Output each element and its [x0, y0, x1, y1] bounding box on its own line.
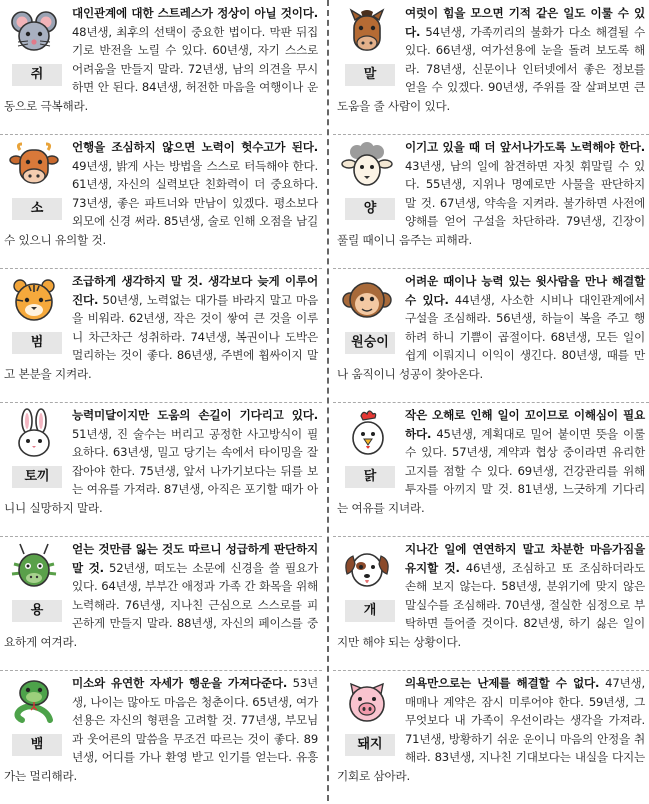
horoscope-headline: 대인관계에 대한 스트레스가 정상이 아닐 것이다.	[72, 6, 318, 20]
horoscope-headline: 어려운 때이나 능력 있는 윗사람을 만나 해결할 수 있다.	[405, 274, 645, 307]
entry-rabbit	[0, 402, 322, 537]
horoscope-text	[337, 540, 645, 652]
horoscope-text	[337, 674, 645, 786]
horoscope-body: 48년생, 최후의 선택이 중요한 법이다. 막판 뒤집기로 반전을 노릴 수 있다. 60년생, 자기 스스로 어려움을 만들지 말라. 72년생, 남의 의견을 무시하면 안 된다. 84년생, 허전한 마음을 여행이나 운동으로 극복해라.	[4, 24, 318, 113]
right-column	[333, 0, 649, 801]
horoscope-headline: 작은 오해로 인해 일이 꼬이므로 이해심이 필요하다.	[405, 408, 645, 441]
zodiac-label: 뱀	[12, 734, 62, 756]
horoscope-headline: 조급하게 생각하지 말 것. 생각보다 늦게 이루어진다.	[72, 274, 318, 307]
horoscope-body: 46년생, 조심하고 또 조심하더라도 손해 보지 않는다. 58년생, 분위기에 맞지 않은 말실수를 조심해라. 70년생, 절실한 심정으로 부탁하면 들어줄 것이다. 82년생, 하기 싫은 일이지만 해야 되는 상황이다.	[337, 560, 645, 649]
zodiac-label: 토끼	[12, 466, 62, 488]
entry-sheep	[333, 134, 649, 269]
horoscope-text	[337, 138, 645, 250]
horoscope-text	[4, 674, 318, 786]
horoscope-text	[337, 272, 645, 384]
zodiac-label: 양	[345, 198, 395, 220]
entry-rooster	[333, 402, 649, 537]
horoscope-text	[4, 540, 318, 652]
column-divider	[327, 0, 329, 801]
horoscope-body: 50년생, 노력없는 대가를 바라지 말고 마음을 비워라. 62년생, 작은 것이 쌓여 큰 것을 이루니 차근차근 성취하라. 74년생, 복권이나 도박은 멀리하는 것이 좋다. 86년생, 주변에 휩싸이지 말고 본분을 지켜라.	[4, 292, 318, 381]
horoscope-headline: 의욕만으로는 난제를 해결할 수 없다.	[405, 676, 600, 690]
entry-snake	[0, 670, 322, 804]
zodiac-label: 소	[12, 198, 62, 220]
entry-pig	[333, 670, 649, 804]
horoscope-headline: 여럿이 힘을 모으면 기적 같은 일도 이룰 수 있다.	[405, 6, 645, 39]
entry-ox	[0, 134, 322, 269]
horoscope-body: 43년생, 남의 일에 참견하면 자칫 휘말릴 수 있다. 55년생, 지위나 명예로만 사물을 판단하지 말 것. 67년생, 약속을 지켜라. 불가하면 사전에 양해를 얻어 구설을 차단하라. 79년생, 긴장이 풀릴 때이니 음주는 피해라.	[337, 158, 645, 247]
zodiac-label: 범	[12, 332, 62, 354]
horoscope-body: 49년생, 밝게 사는 방법을 스스로 터득해야 한다. 61년생, 자신의 실력보단 친화력이 더 중요하다. 73년생, 좋은 파트너와 만남이 있겠다. 평소보다 외모에 신경 써라. 85년생, 술로 인해 오점을 남길 수 있으니 유의할 것.	[4, 158, 318, 247]
zodiac-label: 말	[345, 64, 395, 86]
horoscope-body: 52년생, 떠도는 소문에 신경을 쓸 필요가 있다. 64년생, 부부간 애정과 가족 간 화목을 위해 노력해라. 76년생, 지나친 근심으로 스스로를 피곤하게 만들지 말라. 88년생, 자신의 페이스를 중요하게 여겨라.	[4, 560, 319, 649]
horoscope-text	[337, 4, 645, 116]
zodiac-label: 돼지	[345, 734, 395, 756]
horoscope-body: 44년생, 사소한 시비나 대인관계에서 구설을 조심해라. 56년생, 하늘이 복을 주고 행하려 하니 기쁨이 곱절이다. 68년생, 모든 일이 쉽게 이뤄지니 이익이 생긴다. 80년생, 때를 만나 움직이니 성공이 찾아온다.	[337, 292, 645, 381]
left-column	[0, 0, 322, 801]
horoscope-headline: 능력미달이지만 도움의 손길이 기다리고 있다.	[72, 408, 318, 422]
horoscope-headline: 얻는 것만큼 잃는 것도 따르니 성급하게 판단하지 말 것.	[72, 542, 318, 575]
horoscope-headline: 이기고 있을 때 더 앞서나가도록 노력해야 한다.	[405, 140, 645, 154]
horoscope-body: 54년생, 가족끼리의 불화가 다소 해결될 수 있다. 66년생, 여가선용에 눈을 돌려 보도록 해라. 78년생, 신문이나 인터넷에서 좋은 정보를 얻을 수 있겠다. 90년생, 주위를 잘 살펴보면 큰 도움을 줄 사람이 있다.	[337, 24, 645, 113]
zodiac-label: 개	[345, 600, 395, 622]
zodiac-label: 쥐	[12, 64, 62, 86]
entry-rat	[0, 0, 322, 135]
horoscope-text	[4, 406, 318, 518]
horoscope-headline: 미소와 유연한 자세가 행운을 가져다준다.	[72, 676, 288, 690]
horoscope-body: 51년생, 진 술수는 버리고 공정한 사고방식이 필요하다. 63년생, 밀고 당기는 속에서 타이밍을 잘 잡아야 한다. 75년생, 앞서 나가기보다는 뒤를 보는 여유를 가져라. 87년생, 아직은 포기할 때가 아니니 실망하지 말라.	[4, 426, 318, 515]
horoscope-body: 53년생, 나이는 많아도 마음은 청춘이다. 65년생, 여가 선용은 자신의 형편을 고려할 것. 77년생, 부모님과 웃어른의 말씀을 무조건 따르는 것이 좋다. 89년생, 어디를 가나 환영 받고 인기를 얻는다. 유흥가는 멀리해라.	[4, 676, 318, 783]
entry-tiger	[0, 268, 322, 403]
horoscope-headline: 언행을 조심하지 않으면 노력이 헛수고가 된다.	[72, 140, 318, 154]
horoscope-body: 45년생, 계획대로 밀어 붙이면 뜻을 이룰 수 있다. 57년생, 계약과 협상 중이라면 유리한 고지를 점할 수 있다. 69년생, 건강관리를 위해 투자를 아끼지 말 것. 81년생, 느긋하게 기다리는 여유를 지녀라.	[337, 426, 645, 515]
entry-horse	[333, 0, 649, 135]
zodiac-label: 원숭이	[345, 332, 395, 354]
horoscope-text	[4, 138, 318, 250]
zodiac-label: 용	[12, 600, 62, 622]
entry-monkey	[333, 268, 649, 403]
horoscope-text	[337, 406, 645, 518]
entry-dragon	[0, 536, 322, 671]
horoscope-text	[4, 272, 318, 384]
horoscope-headline: 지나간 일에 연연하지 말고 차분한 마음가짐을 유지할 것.	[405, 542, 645, 575]
zodiac-label: 닭	[345, 466, 395, 488]
horoscope-body: 47년생, 매매나 계약은 잠시 미루어야 한다. 59년생, 그 무엇보다 내 가족이 우선이라는 생각을 가져라. 71년생, 방황하기 쉬운 운이니 마음의 안정을 취해라. 83년생, 지나친 기대보다는 내실을 다지는 기회로 삼아라.	[337, 676, 645, 783]
horoscope-text	[4, 4, 318, 116]
entry-dog	[333, 536, 649, 671]
